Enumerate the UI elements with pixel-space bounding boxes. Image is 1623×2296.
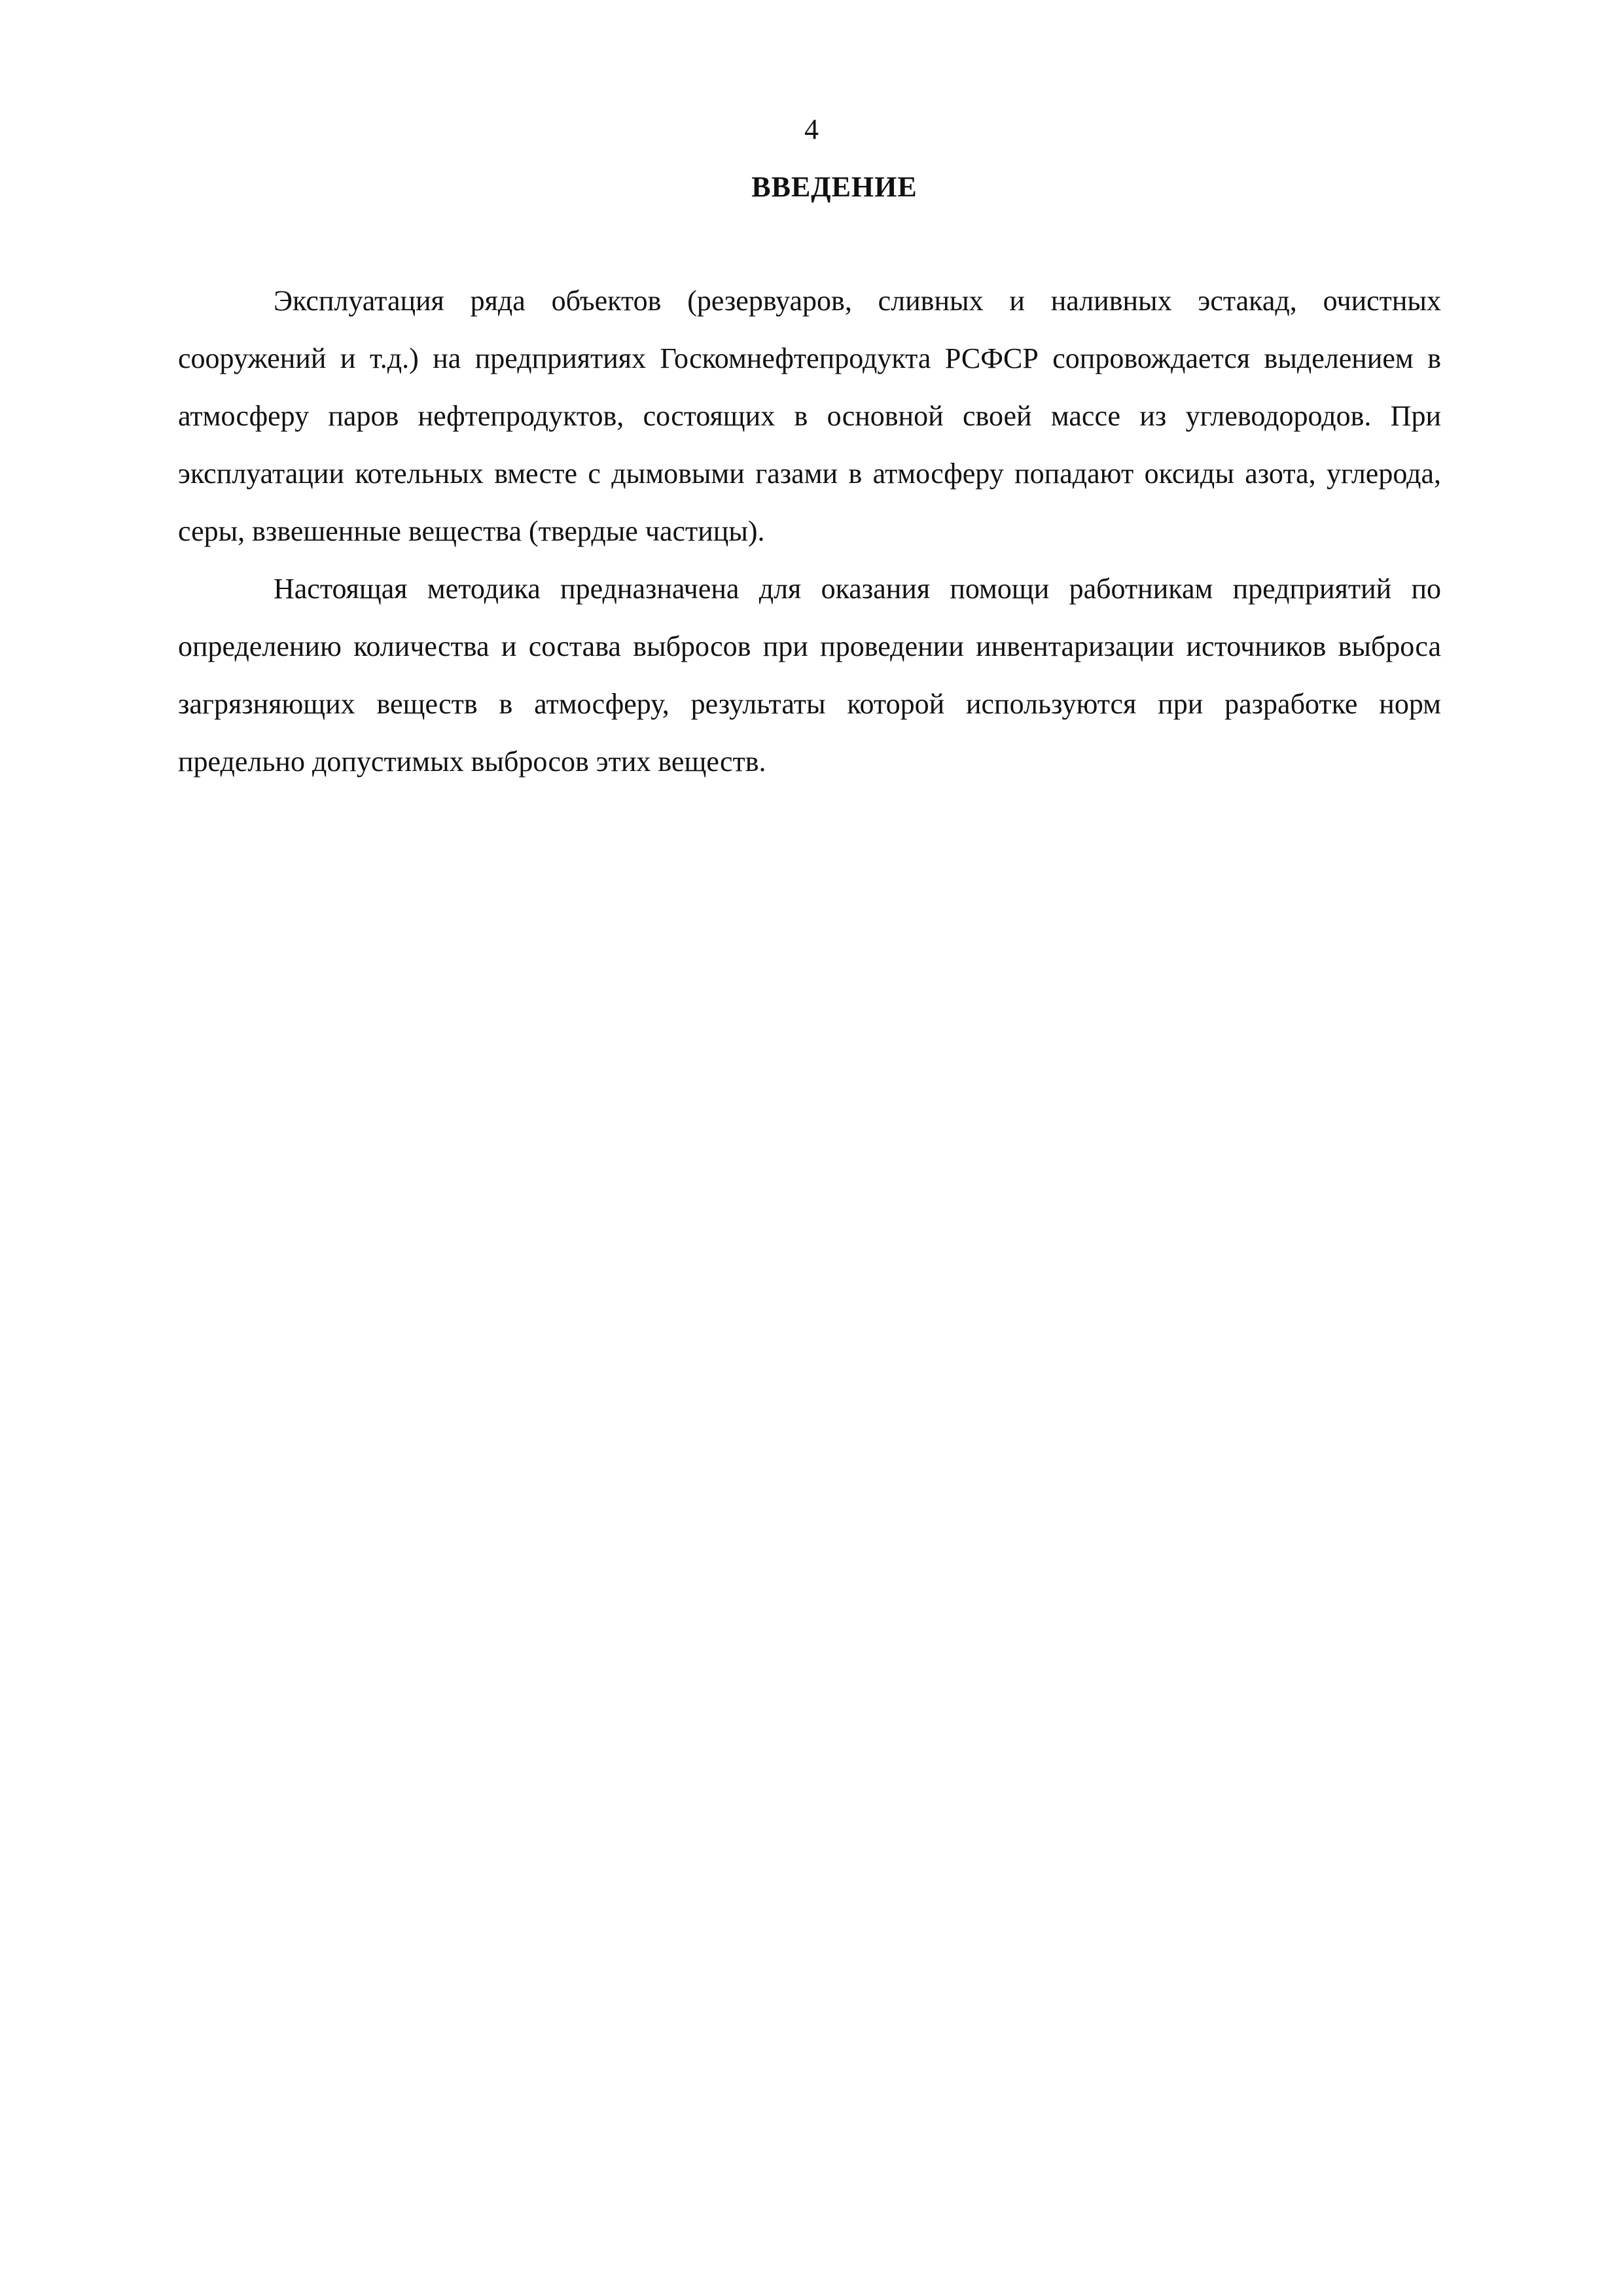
section-heading: ВВЕДЕНИЕ [751,171,918,203]
page-number: 4 [804,113,819,145]
paragraph-2: Настоящая методика предназначена для оказания помощи работникам предприятий по определению количества и состава выбросов при проведении инвентаризации источников выброса загрязняющих веществ в атмосферу, результаты которой используются при разработке норм предельно допустимых выбросов этих веществ. [178,573,1441,778]
body-text [178,272,1441,791]
paragraph-1: Эксплуатация ряда объектов (резервуаров, сливных и наливных эстакад, очистных сооружений и т.д.) на предприятиях Госкомнефтепродукта РСФСР сопровождается выделением в атмосферу паров нефтепродуктов, состоящих в основной своей массе из углеводородов. При эксплуатации котельных вместе с дымовыми газами в атмосферу попадают оксиды азота, углерода, серы, взвешенные вещества (твердые частицы). [178,285,1441,547]
